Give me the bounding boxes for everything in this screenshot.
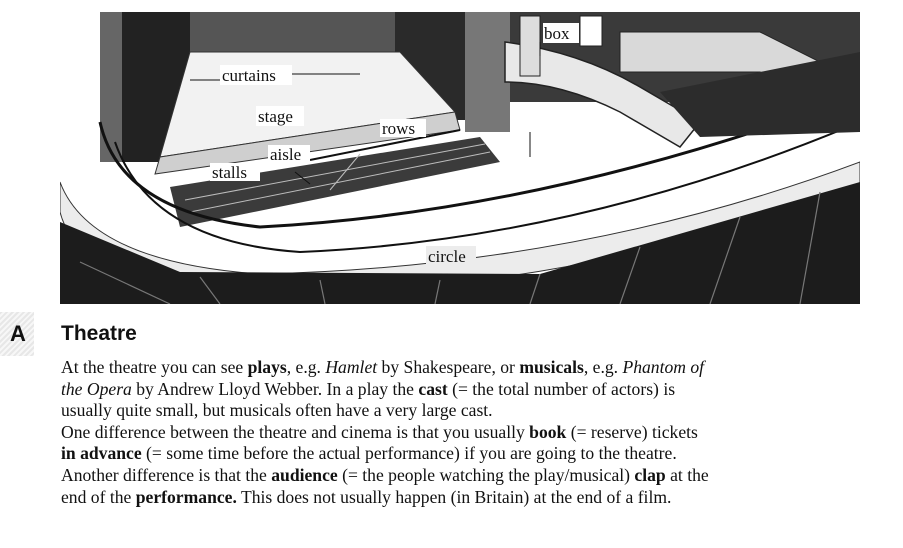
text-line: One difference between the theatre and cinema is that you usually book (= reserve) tickets bbox=[61, 421, 698, 442]
term-plays: plays bbox=[247, 357, 287, 377]
term-musicals: musicals bbox=[519, 357, 584, 377]
text-line: end of the performance. This does not usually happen (in Britain) at the end of a film. bbox=[61, 486, 672, 507]
text-line: Another difference is that the audience (= the people watching the play/musical) clap at the bbox=[61, 464, 709, 485]
label-circle: circle bbox=[428, 247, 466, 266]
term-audience: audience bbox=[271, 464, 338, 485]
section-letter: A bbox=[10, 321, 26, 346]
theatre-drawing bbox=[60, 12, 860, 304]
text-line: usually quite small, but musicals often have a very large cast. bbox=[61, 400, 493, 421]
label-curtains: curtains bbox=[222, 66, 276, 85]
term-in-advance: in advance bbox=[61, 443, 142, 464]
theatre-illustration bbox=[60, 12, 860, 304]
text-line: in advance (= some time before the actual performance) if you are going to the theatre. bbox=[61, 443, 677, 464]
title-phantom: Phantom of bbox=[622, 357, 705, 377]
section-title: Theatre bbox=[61, 322, 137, 345]
term-clap: clap bbox=[634, 464, 666, 485]
term-performance: performance. bbox=[135, 486, 237, 507]
label-box: box bbox=[544, 24, 570, 43]
label-stage: stage bbox=[258, 107, 293, 126]
text-line: At the theatre you can see plays, e.g. Hamlet by Shakespeare, or musicals, e.g. Phantom of bbox=[61, 357, 705, 377]
body-paragraph bbox=[61, 357, 871, 508]
term-cast: cast bbox=[418, 378, 448, 399]
label-stalls: stalls bbox=[212, 163, 247, 182]
label-rows: rows bbox=[382, 119, 416, 138]
title-phantom-cont: the Opera bbox=[61, 378, 132, 399]
text-line: the Opera by Andrew Lloyd Webber. In a play the cast (= the total number of actors) is bbox=[61, 378, 676, 399]
term-book: book bbox=[529, 421, 567, 442]
label-aisle: aisle bbox=[270, 145, 302, 164]
title-hamlet: Hamlet bbox=[325, 357, 378, 377]
